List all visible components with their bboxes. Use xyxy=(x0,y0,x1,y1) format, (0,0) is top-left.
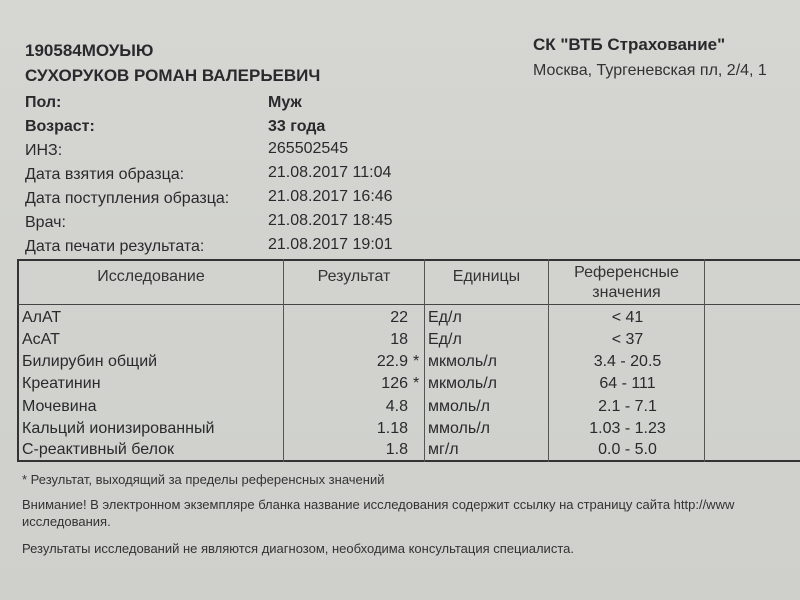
cell-test: Билирубин общий xyxy=(22,353,158,370)
col-divider-result xyxy=(283,259,284,462)
insurer-address: Москва, Тургеневская пл, 2/4, 1 xyxy=(533,62,767,79)
cell-test: С-реактивный белок xyxy=(22,441,175,458)
cell-result: 22 xyxy=(390,309,408,326)
header-divider xyxy=(17,304,800,305)
cell-result: 126 xyxy=(381,375,408,392)
header-units: Единицы xyxy=(452,268,521,285)
cell-units: ммоль/л xyxy=(428,398,490,415)
cell-result: 18 xyxy=(390,331,408,348)
cell-reference: 2.1 - 7.1 xyxy=(598,398,657,415)
cell-test: Мочевина xyxy=(22,398,97,415)
sample-taken-value: 21.08.2017 11:04 xyxy=(268,164,392,181)
cell-reference: 3.4 - 20.5 xyxy=(593,353,662,370)
doctor-value: 21.08.2017 18:45 xyxy=(268,212,393,229)
cell-test: Креатинин xyxy=(22,375,101,392)
flag-legend: * Результат, выходящий за пределы референсных значений xyxy=(22,472,385,487)
cell-reference: < 41 xyxy=(611,309,644,326)
cell-units: Ед/л xyxy=(428,331,462,348)
header-reference-line2: значения xyxy=(592,284,661,301)
sex-label: Пол: xyxy=(25,94,62,111)
header-result: Результат xyxy=(317,268,391,285)
header-test: Исследование xyxy=(97,268,205,285)
print-date-label: Дата печати результата: xyxy=(25,238,205,255)
age-value: 33 года xyxy=(268,118,326,135)
attention-line-2: исследования. xyxy=(22,514,111,529)
attention-line-1: Внимание! В электронном экземпляре бланка название исследования содержит ссылку на страницу сайта http://www xyxy=(22,497,735,512)
header-reference-line1: Референсные xyxy=(574,264,679,281)
sample-received-label: Дата поступления образца: xyxy=(25,190,230,207)
cell-reference: 0.0 - 5.0 xyxy=(598,441,657,458)
cell-reference: < 37 xyxy=(611,331,644,348)
inz-value: 265502545 xyxy=(268,140,349,157)
cell-units: мг/л xyxy=(428,441,459,458)
patient-name: СУХОРУКОВ РОМАН ВАЛЕРЬЕВИЧ xyxy=(25,66,321,85)
cell-reference: 1.03 - 1.23 xyxy=(589,420,666,437)
cell-units: мкмоль/л xyxy=(428,353,497,370)
cell-units: мкмоль/л xyxy=(428,375,497,392)
cell-flag: * xyxy=(413,353,420,370)
cell-test: АлАТ xyxy=(22,309,62,326)
sample-taken-label: Дата взятия образца: xyxy=(25,166,185,183)
sex-value: Муж xyxy=(268,94,302,111)
cell-flag: * xyxy=(413,375,420,392)
cell-result: 22.9 xyxy=(376,353,408,370)
cell-result: 1.8 xyxy=(385,441,408,458)
inz-label: ИНЗ: xyxy=(25,142,63,159)
cell-units: ммоль/л xyxy=(428,420,490,437)
cell-test: Кальций ионизированный xyxy=(22,420,215,437)
cell-test: АсАТ xyxy=(22,331,60,348)
age-label: Возраст: xyxy=(25,118,95,135)
doctor-label: Врач: xyxy=(25,214,66,231)
cell-units: Ед/л xyxy=(428,309,462,326)
cell-reference: 64 - 111 xyxy=(599,375,656,392)
cell-result: 1.18 xyxy=(376,420,408,437)
sample-received-value: 21.08.2017 16:46 xyxy=(268,188,393,205)
cell-result: 4.8 xyxy=(385,398,408,415)
print-date-value: 21.08.2017 19:01 xyxy=(268,236,393,253)
insurer-name: СК "ВТБ Страхование" xyxy=(533,35,726,54)
lab-code: 190584МОУЫЮ xyxy=(25,41,154,60)
disclaimer: Результаты исследований не являются диагнозом, необходима консультация специалиста. xyxy=(22,541,574,556)
